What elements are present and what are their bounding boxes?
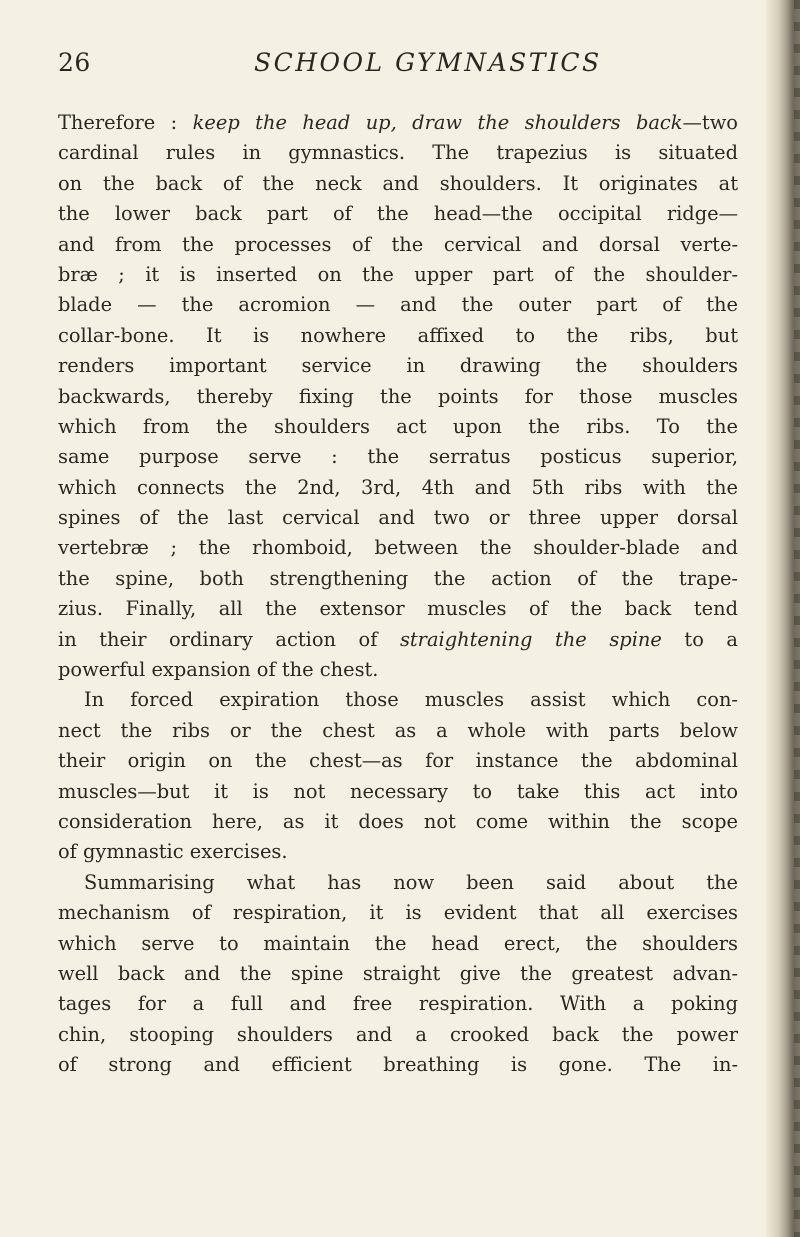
text-line: and from the processes of the cervical and dorsal verte- (58, 232, 738, 256)
text-line: the spine, both strengthening the action of the trape- (58, 566, 738, 590)
text-line: powerful expansion of the chest. (58, 658, 379, 682)
text-line: vertebræ ; the rhomboid, between the shoulder-blade and (58, 536, 738, 560)
text-line (58, 108, 738, 138)
text-segment: —two (682, 111, 738, 134)
text-line: same purpose serve : the serratus posticus superior, (58, 445, 738, 469)
page-header (58, 48, 752, 88)
text-line: well back and the spine straight give the greatest advan- (58, 961, 738, 985)
text-line: blade — the acromion — and the outer part of the (58, 293, 738, 317)
text-line: Summarising what has now been said about the (84, 870, 738, 894)
text-line: their origin on the chest—as for instance the abdominal (58, 749, 738, 773)
text-line: tages for a full and free respiration. With a poking (58, 992, 738, 1016)
text-line: zius. Finally, all the extensor muscles of the back tend (58, 597, 738, 621)
text-line: consideration here, as it does not come within the scope (58, 809, 738, 833)
text-line: cardinal rules in gymnastics. The trapezius is situated (58, 141, 738, 165)
body-text (58, 108, 738, 1081)
text-line: In forced expiration those muscles assist which con- (84, 688, 738, 712)
text-segment: in their ordinary action of (58, 627, 400, 651)
text-segment: Therefore : (58, 111, 193, 134)
text-line: collar-bone. It is nowhere affixed to the ribs, but (58, 323, 738, 347)
text-line (58, 625, 738, 655)
text-segment: to a (661, 627, 738, 651)
text-line: spines of the last cervical and two or three upper dorsal (58, 506, 738, 530)
page-number: 26 (58, 48, 91, 77)
text-line: of gymnastic exercises. (58, 840, 288, 864)
text-line: of strong and efficient breathing is gone. The in- (58, 1053, 738, 1077)
text-line: renders important service in drawing the shoulders (58, 354, 738, 378)
text-line: muscles—but it is not necessary to take this act into (58, 779, 738, 803)
text-line: which serve to maintain the head erect, the shoulders (58, 931, 738, 955)
text-line: bræ ; it is inserted on the upper part of the shoulder- (58, 262, 738, 286)
text-line: mechanism of respiration, it is evident that all exercises (58, 901, 738, 925)
text-line: on the back of the neck and shoulders. It originates at (58, 171, 738, 195)
italic-phrase: keep the head up, draw the shoulders back (192, 111, 683, 134)
text-line: chin, stooping shoulders and a crooked back the power (58, 1022, 738, 1046)
running-head: SCHOOL GYMNASTICS (254, 48, 602, 77)
italic-phrase: straightening the spine (399, 627, 662, 651)
text-line: which connects the 2nd, 3rd, 4th and 5th ribs with the (58, 475, 738, 499)
text-line: nect the ribs or the chest as a whole with parts below (58, 718, 738, 742)
text-line: backwards, thereby fixing the points for those muscles (58, 384, 738, 408)
text-line: which from the shoulders act upon the ribs. To the (58, 414, 738, 438)
text-line: the lower back part of the head—the occipital ridge— (58, 202, 738, 226)
page-edge-shadow (794, 0, 800, 1237)
